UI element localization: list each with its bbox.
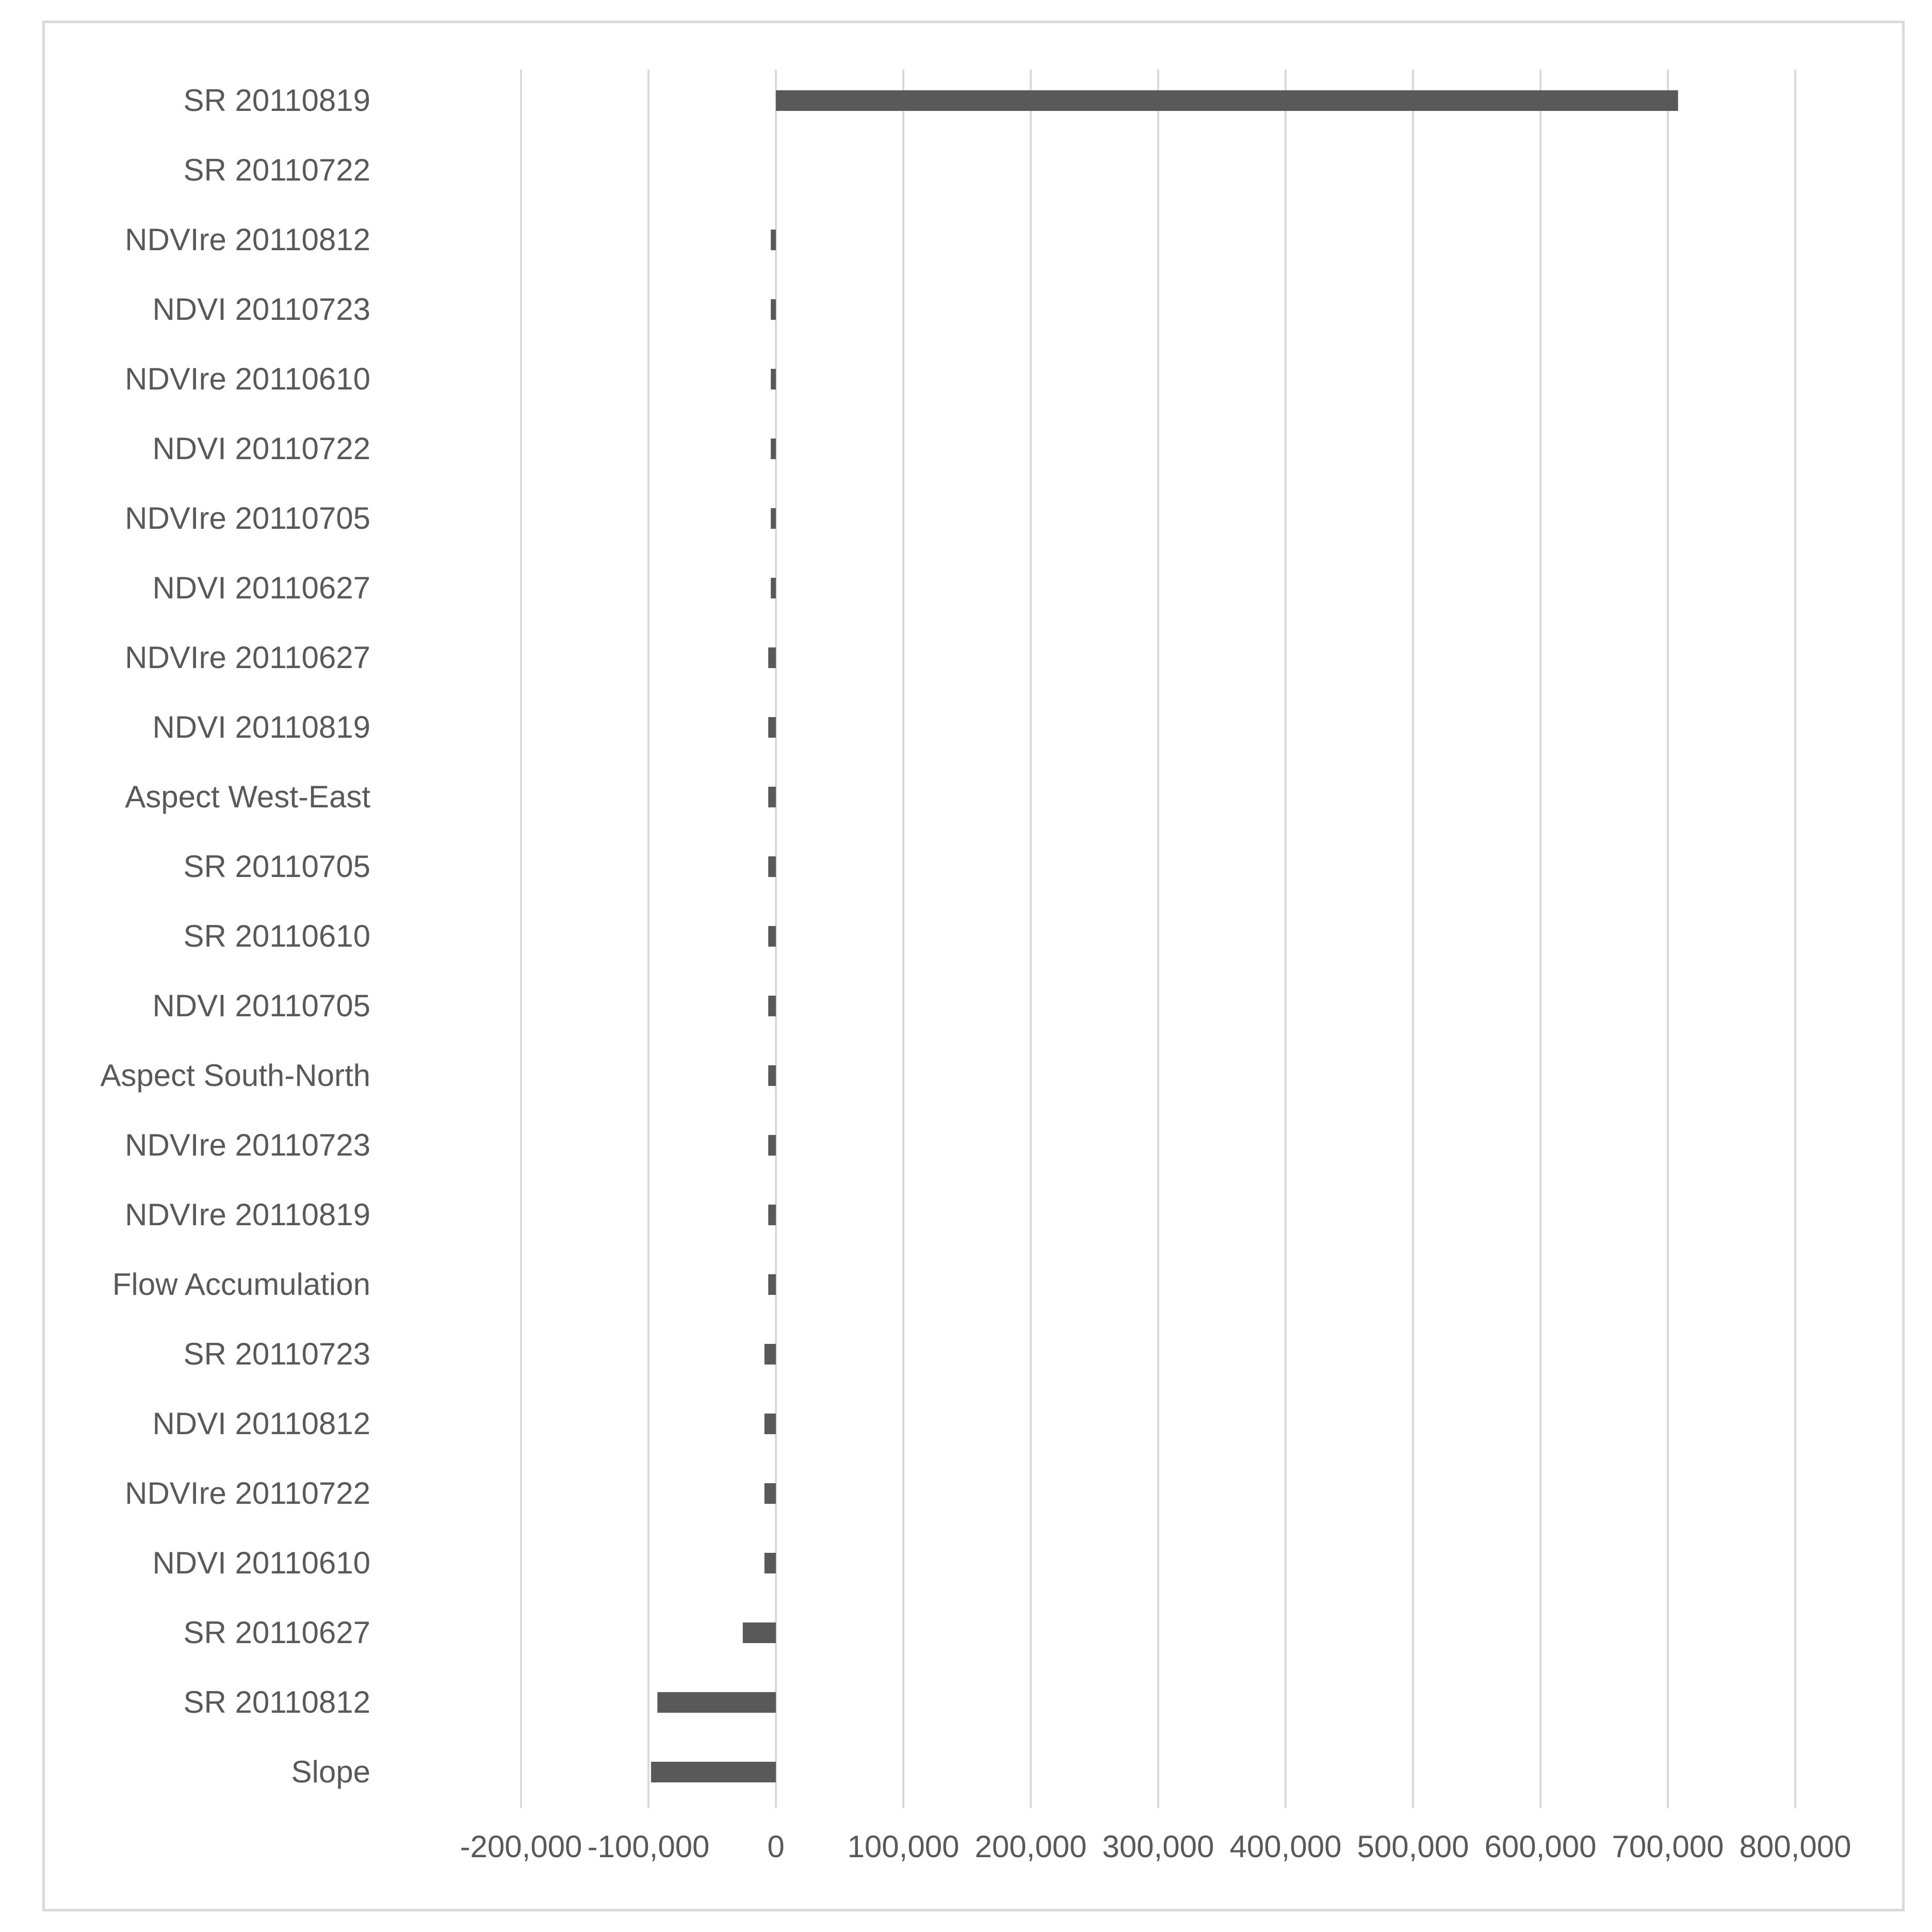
bar [771, 578, 776, 598]
category-label: NDVI 20110627 [152, 571, 370, 605]
category-label: NDVI 20110610 [152, 1546, 370, 1580]
bar [768, 1065, 776, 1086]
bar [771, 369, 776, 389]
bar [768, 647, 776, 668]
category-label: Aspect South-North [100, 1058, 370, 1093]
bar [768, 996, 776, 1016]
x-tick-label: 200,000 [975, 1829, 1087, 1864]
x-tick-label: -100,000 [587, 1829, 710, 1864]
category-label: NDVIre 20110812 [125, 222, 370, 257]
category-label: Aspect West-East [125, 780, 370, 814]
category-label: SR 20110627 [183, 1615, 370, 1650]
bar [768, 926, 776, 947]
category-label: NDVI 20110705 [152, 988, 370, 1023]
bar [776, 90, 1678, 111]
x-tick-label: 100,000 [847, 1829, 960, 1864]
category-label: SR 20110722 [183, 153, 370, 187]
category-label: SR 20110610 [183, 919, 370, 953]
category-label: NDVIre 20110722 [125, 1476, 370, 1511]
x-tick-label: 0 [767, 1829, 785, 1864]
x-tick-label: 300,000 [1102, 1829, 1214, 1864]
category-label: SR 20110723 [183, 1337, 370, 1371]
category-label: NDVIre 20110610 [125, 362, 370, 396]
category-label: Slope [291, 1755, 370, 1789]
x-axis-tick-labels [460, 1829, 1852, 1864]
bar [771, 230, 776, 250]
bar [765, 1553, 776, 1573]
bar [657, 1692, 776, 1713]
category-label: NDVI 20110723 [152, 292, 370, 327]
category-label: SR 20110819 [183, 83, 370, 118]
bar [771, 508, 776, 529]
bar [771, 439, 776, 459]
bar [768, 856, 776, 877]
bar [765, 1483, 776, 1504]
bar [768, 717, 776, 738]
bar [765, 1414, 776, 1434]
bar [743, 1622, 776, 1643]
x-tick-label: 500,000 [1357, 1829, 1469, 1864]
bar [768, 1135, 776, 1156]
bars [651, 90, 1678, 1782]
bar [768, 1274, 776, 1295]
bar [768, 787, 776, 807]
category-label: NDVIre 20110819 [125, 1197, 370, 1232]
x-tick-label: 600,000 [1484, 1829, 1597, 1864]
bar [651, 1762, 776, 1782]
x-tick-label: -200,000 [460, 1829, 582, 1864]
x-tick-label: 400,000 [1229, 1829, 1342, 1864]
category-label: NDVI 20110812 [152, 1406, 370, 1441]
bar [765, 1344, 776, 1365]
category-labels [100, 83, 370, 1789]
category-label: NDVIre 20110723 [125, 1128, 370, 1162]
category-label: SR 20110705 [183, 849, 370, 884]
category-label: Flow Accumulation [112, 1267, 370, 1302]
category-label: NDVI 20110722 [152, 431, 370, 466]
category-label: NDVIre 20110627 [125, 640, 370, 675]
bar [768, 1205, 776, 1225]
category-label: NDVI 20110819 [152, 710, 370, 744]
gridlines [521, 70, 1795, 1808]
category-label: NDVIre 20110705 [125, 501, 370, 535]
bar [771, 299, 776, 320]
x-tick-label: 700,000 [1612, 1829, 1724, 1864]
x-tick-label: 800,000 [1739, 1829, 1852, 1864]
category-label: SR 20110812 [183, 1685, 370, 1719]
